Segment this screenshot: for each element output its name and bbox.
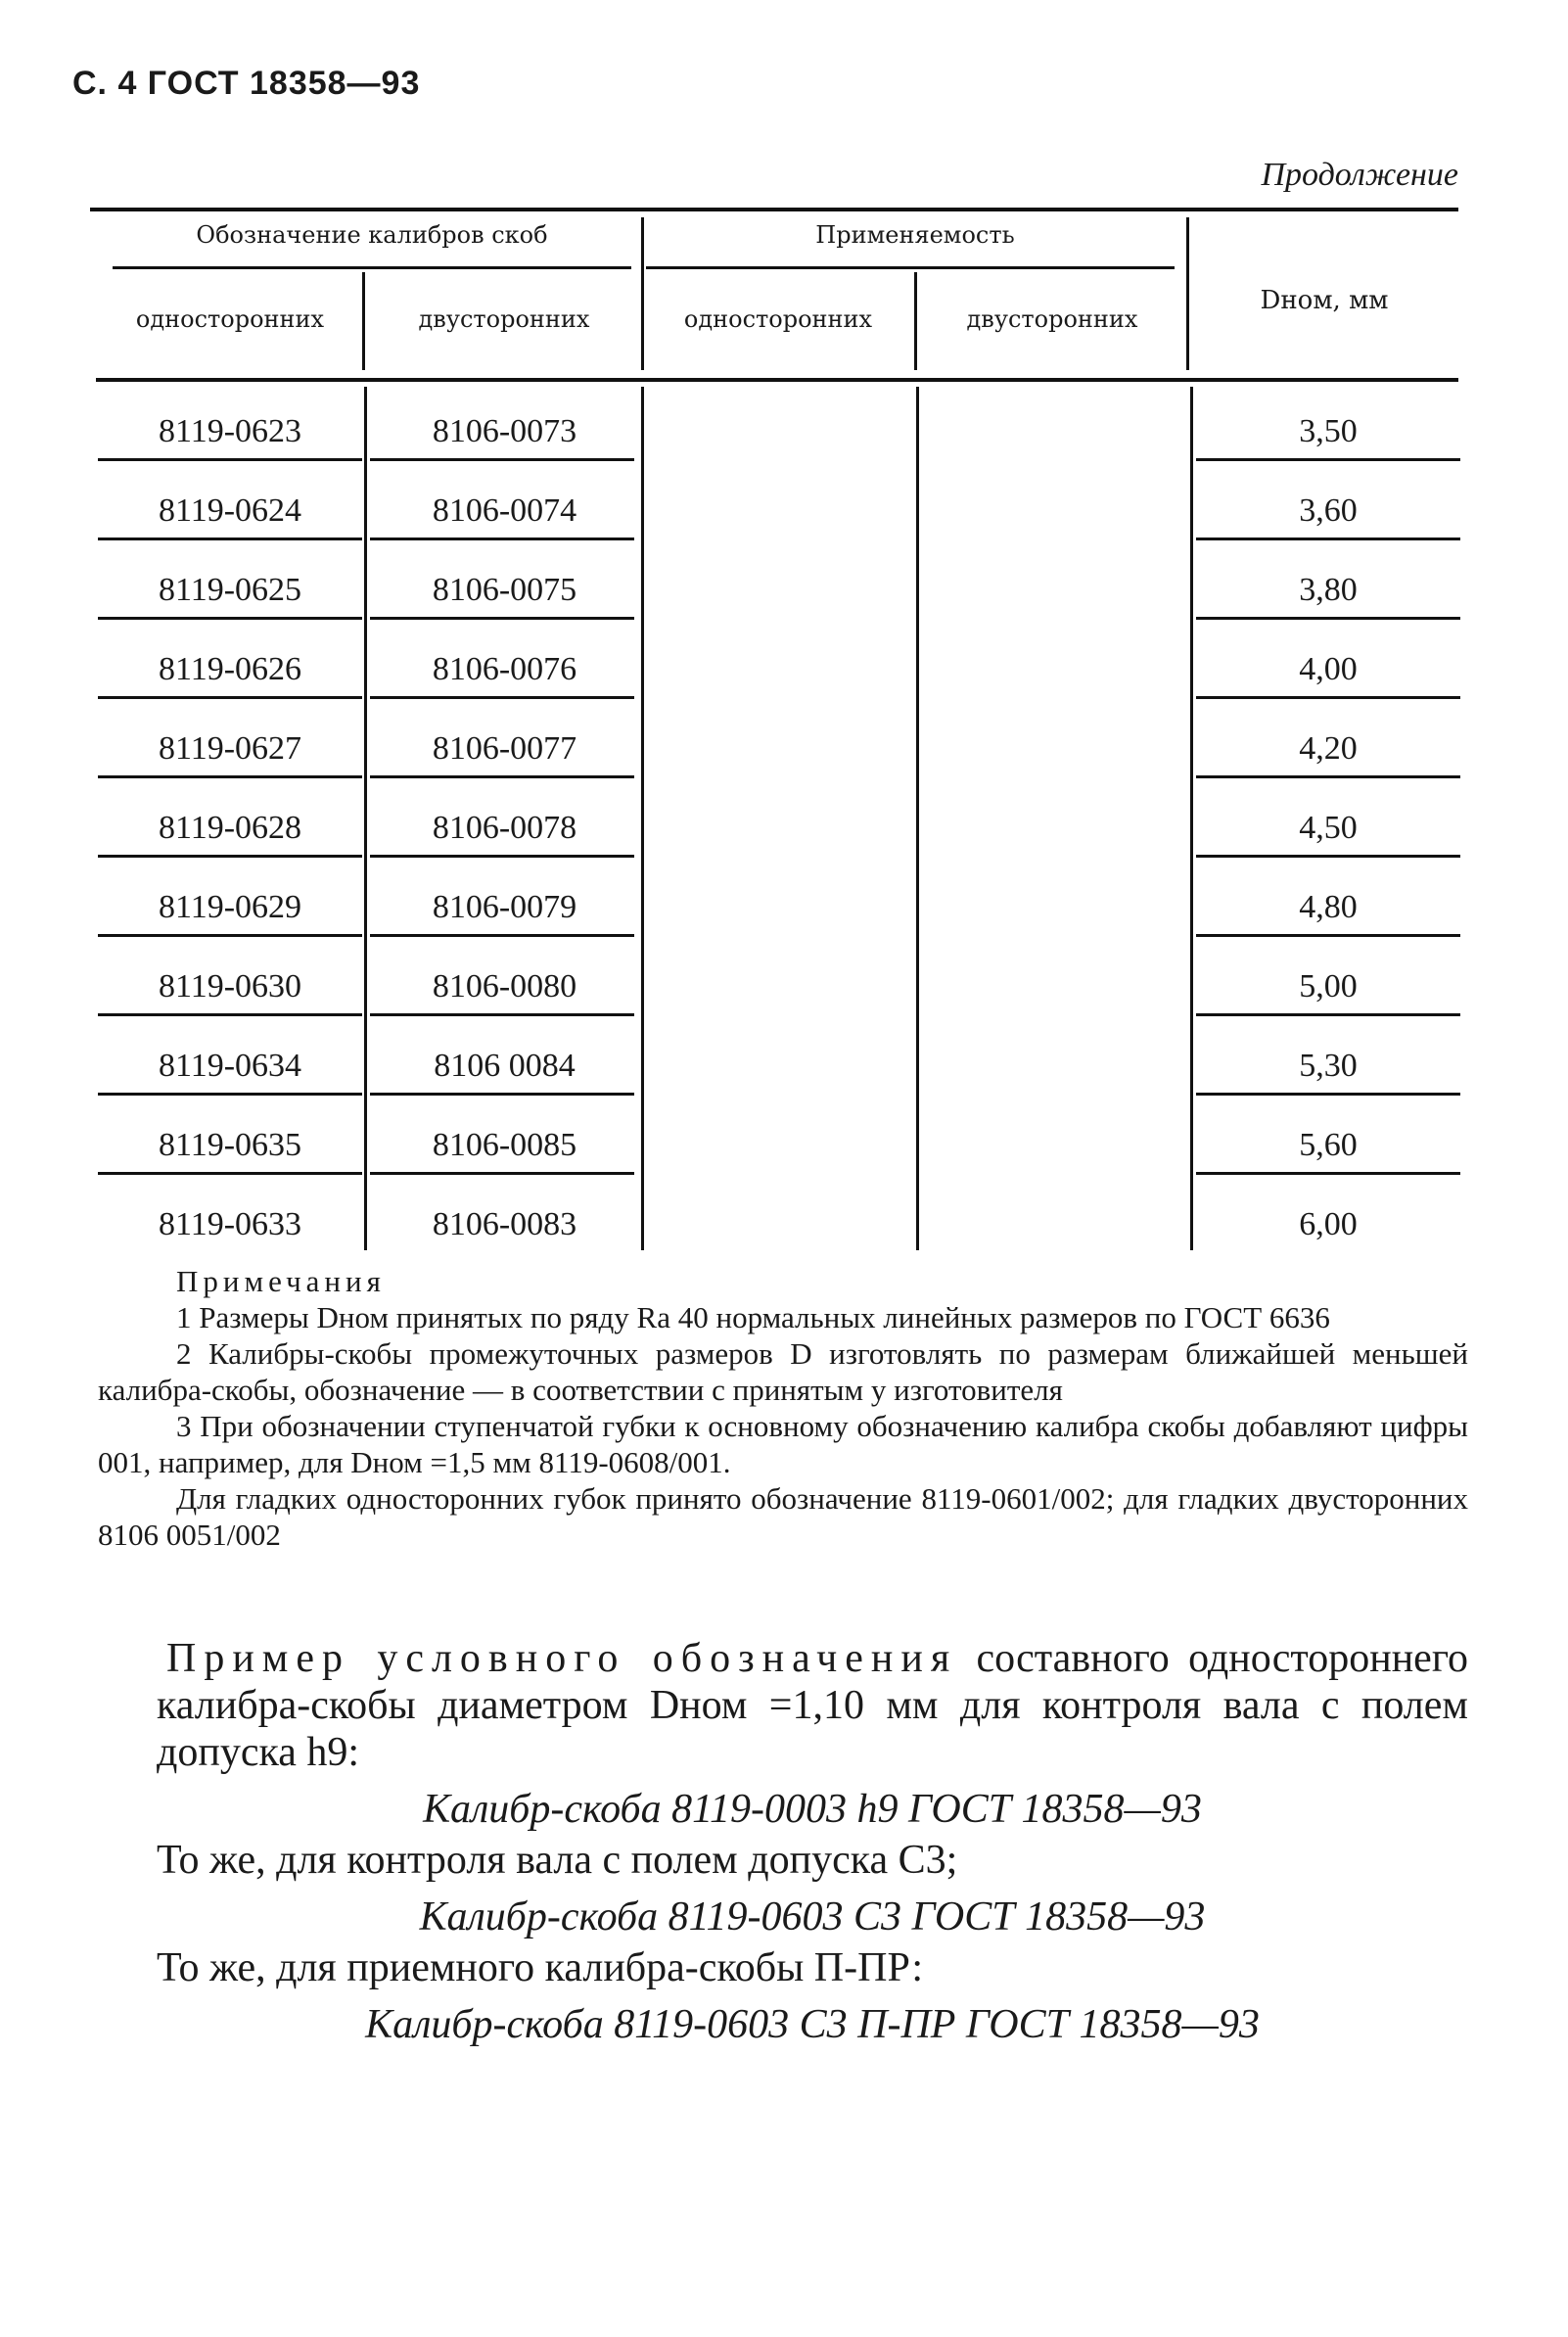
table-cell-d: 3,80	[1299, 572, 1358, 608]
table-cell-double: 8106 0084	[434, 1048, 576, 1084]
header-single-sided: односторонних	[135, 305, 325, 333]
table-cell-single: 8119-0633	[158, 1206, 302, 1242]
row-rule	[370, 1172, 634, 1175]
table-cell-d: 4,80	[1299, 889, 1358, 925]
row-rule	[98, 934, 362, 937]
row-rule	[370, 696, 634, 699]
row-rule	[1196, 1013, 1460, 1016]
table-cell-double: 8106-0076	[432, 651, 577, 687]
header-applicability-group: Применяемость	[815, 221, 1015, 249]
header-double-sided: двусторонних	[418, 305, 590, 333]
table-cell-double: 8106-0075	[432, 572, 577, 608]
table-cell-d: 4,00	[1299, 651, 1358, 687]
column-divider	[1186, 217, 1189, 370]
table-cell-double: 8106-0080	[432, 968, 577, 1005]
row-rule	[98, 855, 362, 858]
table-cell-d: 5,60	[1299, 1127, 1358, 1163]
example-line-3: То же, для приемного калибра-скобы П-ПР:	[157, 1945, 924, 1990]
row-rule	[98, 458, 362, 461]
row-rule	[370, 538, 634, 540]
table-cell-single: 8119-0623	[158, 413, 302, 449]
row-rule	[370, 1093, 634, 1096]
header-appl-double: двусторонних	[966, 305, 1138, 333]
row-rule	[370, 775, 634, 778]
table-cell-single: 8119-0634	[158, 1048, 302, 1084]
row-rule	[98, 1093, 362, 1096]
row-rule	[370, 934, 634, 937]
row-rule	[1196, 855, 1460, 858]
notes-title: Примечания	[176, 1264, 386, 1298]
table-cell-single: 8119-0628	[158, 810, 302, 846]
table-cell-double: 8106-0078	[432, 810, 577, 846]
column-divider	[1190, 387, 1193, 1250]
row-rule	[98, 1013, 362, 1016]
example-lead	[157, 1635, 1468, 1776]
column-divider	[916, 387, 919, 1250]
table-cell-single: 8119-0627	[158, 730, 302, 767]
table-cell-double: 8106-0085	[432, 1127, 577, 1163]
header-d-nom: Dном, мм	[1260, 286, 1389, 315]
example-formula-2: Калибр-скоба 8119-0603 C3 ГОСТ 18358—93	[419, 1894, 1206, 1940]
table-cell-d: 3,50	[1299, 413, 1358, 449]
row-rule	[98, 775, 362, 778]
header-group-rule	[113, 266, 631, 269]
table-top-rule	[90, 208, 1458, 211]
row-rule	[370, 1013, 634, 1016]
table-cell-double: 8106-0079	[432, 889, 577, 925]
table-cell-double: 8106-0073	[432, 413, 577, 449]
row-rule	[98, 538, 362, 540]
row-rule	[1196, 538, 1460, 540]
note-3: 3 При обозначении ступенчатой губки к основному обозначению калибра скобы добавляют цифры 001, например, для Dном =1,5 мм 8119-0608/001.	[98, 1409, 1468, 1479]
header-appl-single: односторонних	[683, 305, 873, 333]
table-cell-double: 8106-0083	[432, 1206, 577, 1242]
notes-section	[98, 1263, 1468, 1553]
example-lead-rest: составного одностороннего калибра-скобы диаметром Dном =1,10 мм для контроля вала с полем допуска h9:	[157, 1636, 1468, 1775]
row-rule	[1196, 775, 1460, 778]
table-cell-single: 8119-0635	[158, 1127, 302, 1163]
column-divider	[364, 387, 367, 1250]
example-formula-3: Калибр-скоба 8119-0603 C3 П-ПР ГОСТ 18358—93	[365, 2002, 1260, 2047]
continuation-label: Продолжение	[1261, 157, 1458, 193]
table-cell-double: 8106-0077	[432, 730, 577, 767]
column-divider	[362, 272, 365, 370]
column-divider	[641, 387, 644, 1250]
example-formula-1: Калибр-скоба 8119-0003 h9 ГОСТ 18358—93	[423, 1787, 1202, 1832]
note-2: 2 Калибры-скобы промежуточных размеров D изготовлять по размерам ближайшей меньшей калибра-скобы, обозначение — в соответствии с принятым у изготовителя	[98, 1336, 1468, 1407]
row-rule	[1196, 458, 1460, 461]
row-rule	[370, 617, 634, 620]
row-rule	[1196, 617, 1460, 620]
row-rule	[1196, 1172, 1460, 1175]
table-cell-single: 8119-0624	[158, 492, 302, 529]
column-divider	[914, 272, 917, 370]
header-designation-group: Обозначение калибров скоб	[196, 221, 548, 249]
table-cell-d: 4,20	[1299, 730, 1358, 767]
row-rule	[370, 855, 634, 858]
example-lead-spaced: Пример условного обозначения	[166, 1636, 958, 1681]
table-cell-single: 8119-0626	[158, 651, 302, 687]
table-cell-d: 5,30	[1299, 1048, 1358, 1084]
table-cell-d: 6,00	[1299, 1206, 1358, 1242]
table-cell-d: 4,50	[1299, 810, 1358, 846]
table-cell-single: 8119-0629	[158, 889, 302, 925]
table-cell-double: 8106-0074	[432, 492, 577, 529]
table-cell-d: 5,00	[1299, 968, 1358, 1005]
designation-example	[157, 1635, 1468, 2052]
row-rule	[370, 458, 634, 461]
note-4: Для гладких односторонних губок принято обозначение 8119-0601/002; для гладких двусторонних 8106 0051/002	[98, 1481, 1468, 1552]
table-cell-single: 8119-0630	[158, 968, 302, 1005]
header-group-rule	[646, 266, 1175, 269]
row-rule	[1196, 934, 1460, 937]
row-rule	[1196, 1093, 1460, 1096]
table-cell-single: 8119-0625	[158, 572, 302, 608]
example-line-2: То же, для контроля вала с полем допуска C3;	[157, 1838, 958, 1883]
column-divider	[641, 217, 644, 370]
row-rule	[98, 617, 362, 620]
row-rule	[98, 696, 362, 699]
page-header: С. 4 ГОСТ 18358—93	[72, 65, 421, 102]
note-1: 1 Размеры Dном принятых по ряду Ra 40 нормальных линейных размеров по ГОСТ 6636	[176, 1300, 1330, 1334]
row-rule	[98, 1172, 362, 1175]
header-bottom-rule	[96, 378, 1458, 382]
table-cell-d: 3,60	[1299, 492, 1358, 529]
row-rule	[1196, 696, 1460, 699]
